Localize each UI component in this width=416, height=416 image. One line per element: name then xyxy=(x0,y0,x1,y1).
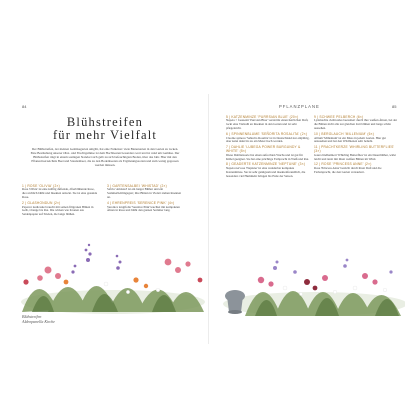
plant-heading: 5 | KATZENMINZE 'PURRSIAN BLUE' (20×) xyxy=(226,114,299,119)
plant-heading: 10 | BERGLAUCH 'MILLENIUM' (6×) xyxy=(314,131,375,136)
plant-heading: 1 | ROSE 'OLIVIA' (2×) xyxy=(22,183,60,188)
right-column-1 xyxy=(226,114,310,180)
plant-heading: 9 | SCHWEE PELBERCH (6×) xyxy=(314,114,364,119)
running-head: PFLANZPLANE xyxy=(279,104,320,109)
plant-heading: 3 | GARTENSALBEI 'WHISTAD' (2×) xyxy=(107,183,167,188)
plant-text: Nepeta nervosa 'Neptune' ist eine wunderbar kompakte Katzenminze. Sie ist sehr genügsam und insektenfreundlich, die besonders viel Hummeln bringen bis Ende der Saison. xyxy=(226,165,306,178)
right-column-2 xyxy=(314,114,398,176)
book-gutter xyxy=(208,94,209,344)
left-column-2 xyxy=(107,183,185,215)
plant-text: Rosa 'Olivia' ist eine kräftig duftende, öfterblühende Rose, die reichlich blüht und Insekten anlockt. Sie ist eine gesunde Rose. xyxy=(22,187,98,200)
plant-heading: 8 | GEADERTE KATZENMINZE 'NEPTUNE' (3×) xyxy=(226,161,306,166)
left-flower-illustration xyxy=(18,232,206,314)
left-column-1 xyxy=(22,183,98,219)
plant-heading: 4 | EHRENPREIS 'SERENICE PINK' (4×) xyxy=(107,200,175,205)
plant-text: Veronica longifolia 'Serenice Pink' leuchtet mit kompakten Ähren in Rosa und blüht den ganzen Sommer lang. xyxy=(107,204,180,213)
plant-text: Nepeta × faassenii 'Purrsian Blue' verströmt einen herrlichen Duft, lockt eine Vielzahl an Insekten in den Garten und ist sehr pflegeleicht. xyxy=(226,118,309,131)
plant-heading: 12 | ROSE 'PRINCESS ANNE' (2×) xyxy=(314,161,372,166)
illustration-credit xyxy=(22,314,55,324)
credit-line-2: Aldenpanella Kirche xyxy=(22,319,56,324)
plant-text: Gaura lindheimeri 'Whirling Butterflies' ist ein Dauerblüher, wirkt leicht und tanzt mit ihren weißen Blüten im Wind. xyxy=(314,152,396,161)
right-page-number: 85 xyxy=(392,104,397,109)
plant-text: Allium 'Millenium' ist ein Muss in jedem Garten. Hier gut anzusehen und bei den Wildbienen sehr beliebt. xyxy=(314,135,386,144)
title-line-2: für mehr Vielfalt xyxy=(52,128,158,142)
page-title xyxy=(25,116,185,142)
right-flower-illustration xyxy=(215,238,405,318)
plant-heading: 6 | SPINNENBLUME 'SEÑORITA ROSALITA' (2×) xyxy=(226,131,308,136)
plant-text: Rosa 'Princess Anne' besticht durch ihren Duft und die Farbenpracht, die den Garten verzaubert. xyxy=(314,165,382,174)
plant-text: Lysimachia clethroides bezaubert durch ihre weißen Ähren, bei der die Blüten nicht alle zur gleichen Zeit blühen und lange schön aussehen. xyxy=(314,118,398,131)
intro-paragraph: Der Blühstreifen, der meinen Gemüsegarten umgibt, hat eine Funktion: viele Bienenarten in den Garten zu locken. Eine Bestäubung unserer Obst- und Fruchtgemüse ist dem Hochbeeten besonders wert und ist rund um Gemüse. Der Blühstreifen ringt in einem sonnigen Standort sich gelb zu sich befeuchtigten Boden, über das Jahr. Hier mit den Pflanzenverzeichnis Beet und Staudenbeet, die zu den Bodenbeeten als Ergänzungssorten und zum wenig gegossen werden müssen. xyxy=(30,147,180,168)
plant-heading: 2 | GLASHONDUN (2×) xyxy=(22,200,61,205)
plant-text: Papaver nudicaule braucht mit seinen filigranen Blüten in Gelb, Orange bis Rot. Die wirken wie Kronen aus Seidenpapier auf Stielen, die lange blühen. xyxy=(22,204,94,217)
credit-line-1: Blühstreifen xyxy=(22,314,42,319)
plant-heading: 7 | DAHLIE 'LUBEGA POWER BURGUNDY & WHITE' (5×) xyxy=(226,144,301,153)
left-page-number: 84 xyxy=(22,104,27,109)
plant-heading: 11 | PRACHTKERZE 'WHIRLING BUTTERFLIES' (3×) xyxy=(314,144,395,153)
title-line-1: Blühstreifen xyxy=(66,115,144,129)
plant-text: Cleome spinosa 'Señorita Rosalita' ist in Deutschland nur einjährig, aber kann dann bis zu ein Meter hoch werden. xyxy=(226,135,310,144)
plant-text: Salvia 'Amistad' ist ein langer Blüher und ein Sommerlieblingsgast; ihre Blüten in Violett ziehen Insekten an. xyxy=(107,187,181,200)
plant-text: Diese Dahliensorte hat einen aufrechten Wuchs und ist gut für Kübel geeignet. Sie hat eine prächtige Farbpracht in Weiß und Rot. xyxy=(226,152,310,161)
